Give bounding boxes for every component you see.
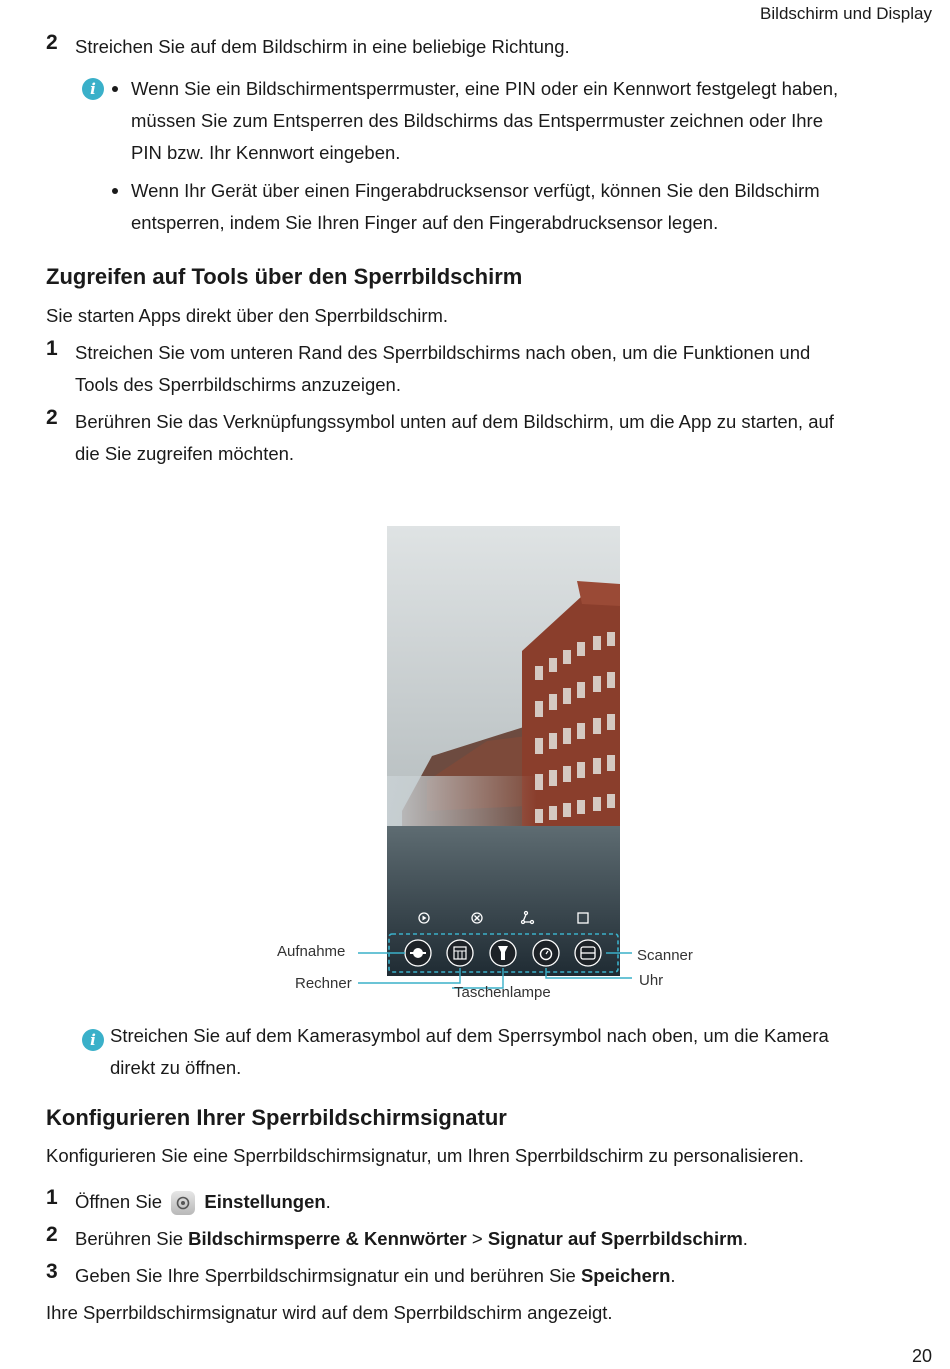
info-icon: i: [82, 78, 104, 100]
note-text: Streichen Sie auf dem Kamerasymbol auf dem Sperrsymbol nach oben, um die Kamera: [110, 1025, 829, 1046]
page-number: 20: [911, 1346, 932, 1366]
note-bullet-line: müssen Sie zum Entsperren des Bildschirms das Entsperrmuster zeichnen oder Ihre: [131, 110, 823, 131]
section-intro: Konfigurieren Sie eine Sperrbildschirmsignatur, um Ihren Sperrbildschirm zu personalisieren.: [46, 1145, 804, 1166]
note-bullet-line: entsperren, indem Sie Ihren Finger auf den Fingerabdrucksensor legen.: [131, 212, 719, 233]
step-text: [75, 1260, 676, 1292]
step-text: die Sie zugreifen möchten.: [75, 443, 295, 464]
step-number: 1: [46, 337, 58, 360]
step-number: 2: [46, 406, 58, 429]
info-icon: i: [82, 1029, 104, 1051]
callout-label-rechner: Rechner: [295, 975, 352, 992]
step-text-bold: Signatur auf Sperrbildschirm: [487, 1228, 743, 1249]
step-text: [75, 1223, 748, 1255]
step-text: Tools des Sperrbildschirms anzuzeigen.: [75, 374, 401, 395]
step-text-part: .: [325, 1191, 331, 1212]
step-text: [75, 1186, 331, 1218]
step-text-part: Geben Sie Ihre Sperrbildschirmsignatur ein und berühren Sie: [75, 1265, 576, 1286]
section-title: Konfigurieren Ihrer Sperrbildschirmsignatur: [46, 1105, 507, 1130]
step-text-part: .: [742, 1228, 748, 1249]
settings-gear-icon: [171, 1191, 195, 1215]
callout-label-taschenlampe: Taschenlampe: [454, 984, 551, 1001]
step-text-bold: Einstellungen: [204, 1191, 326, 1212]
note-bullet-line: Wenn Sie ein Bildschirmentsperrmuster, eine PIN oder ein Kennwort festgelegt haben,: [131, 78, 839, 99]
note-bullet-line: Wenn Ihr Gerät über einen Fingerabdrucksensor verfügt, können Sie den Bildschirm: [131, 180, 820, 201]
step-text-part: .: [670, 1265, 676, 1286]
section-outro: Ihre Sperrbildschirmsignatur wird auf dem Sperrbildschirm angezeigt.: [46, 1302, 613, 1323]
step-text-bold: Speichern: [580, 1265, 671, 1286]
step-text-part: Öffnen Sie: [75, 1191, 163, 1212]
step-text-part: Berühren Sie: [75, 1228, 183, 1249]
callout-label-scanner: Scanner: [637, 947, 693, 964]
step-number: 1: [46, 1186, 58, 1209]
callout-label-aufnahme: Aufnahme: [277, 943, 346, 960]
step-number: 2: [46, 1223, 58, 1246]
section-title: Zugreifen auf Tools über den Sperrbildschirm: [46, 264, 523, 289]
step-text-part: >: [471, 1228, 483, 1249]
step-number: 3: [46, 1260, 58, 1283]
step-number: 2: [46, 31, 58, 54]
callout-label-uhr: Uhr: [639, 972, 664, 989]
step-text: Streichen Sie auf dem Bildschirm in eine beliebige Richtung.: [75, 36, 570, 57]
note-text: direkt zu öffnen.: [110, 1057, 242, 1078]
step-text-bold: Bildschirmsperre & Kennwörter: [188, 1228, 467, 1249]
section-intro: Sie starten Apps direkt über den Sperrbildschirm.: [46, 305, 449, 326]
step-text: Streichen Sie vom unteren Rand des Sperrbildschirms nach oben, um die Funktionen und: [75, 342, 811, 363]
step-text: Berühren Sie das Verknüpfungssymbol unten auf dem Bildschirm, um die App zu starten, auf: [75, 411, 834, 432]
running-header: Bildschirm und Display: [760, 4, 932, 23]
note-bullet-line: PIN bzw. Ihr Kennwort eingeben.: [131, 142, 401, 163]
